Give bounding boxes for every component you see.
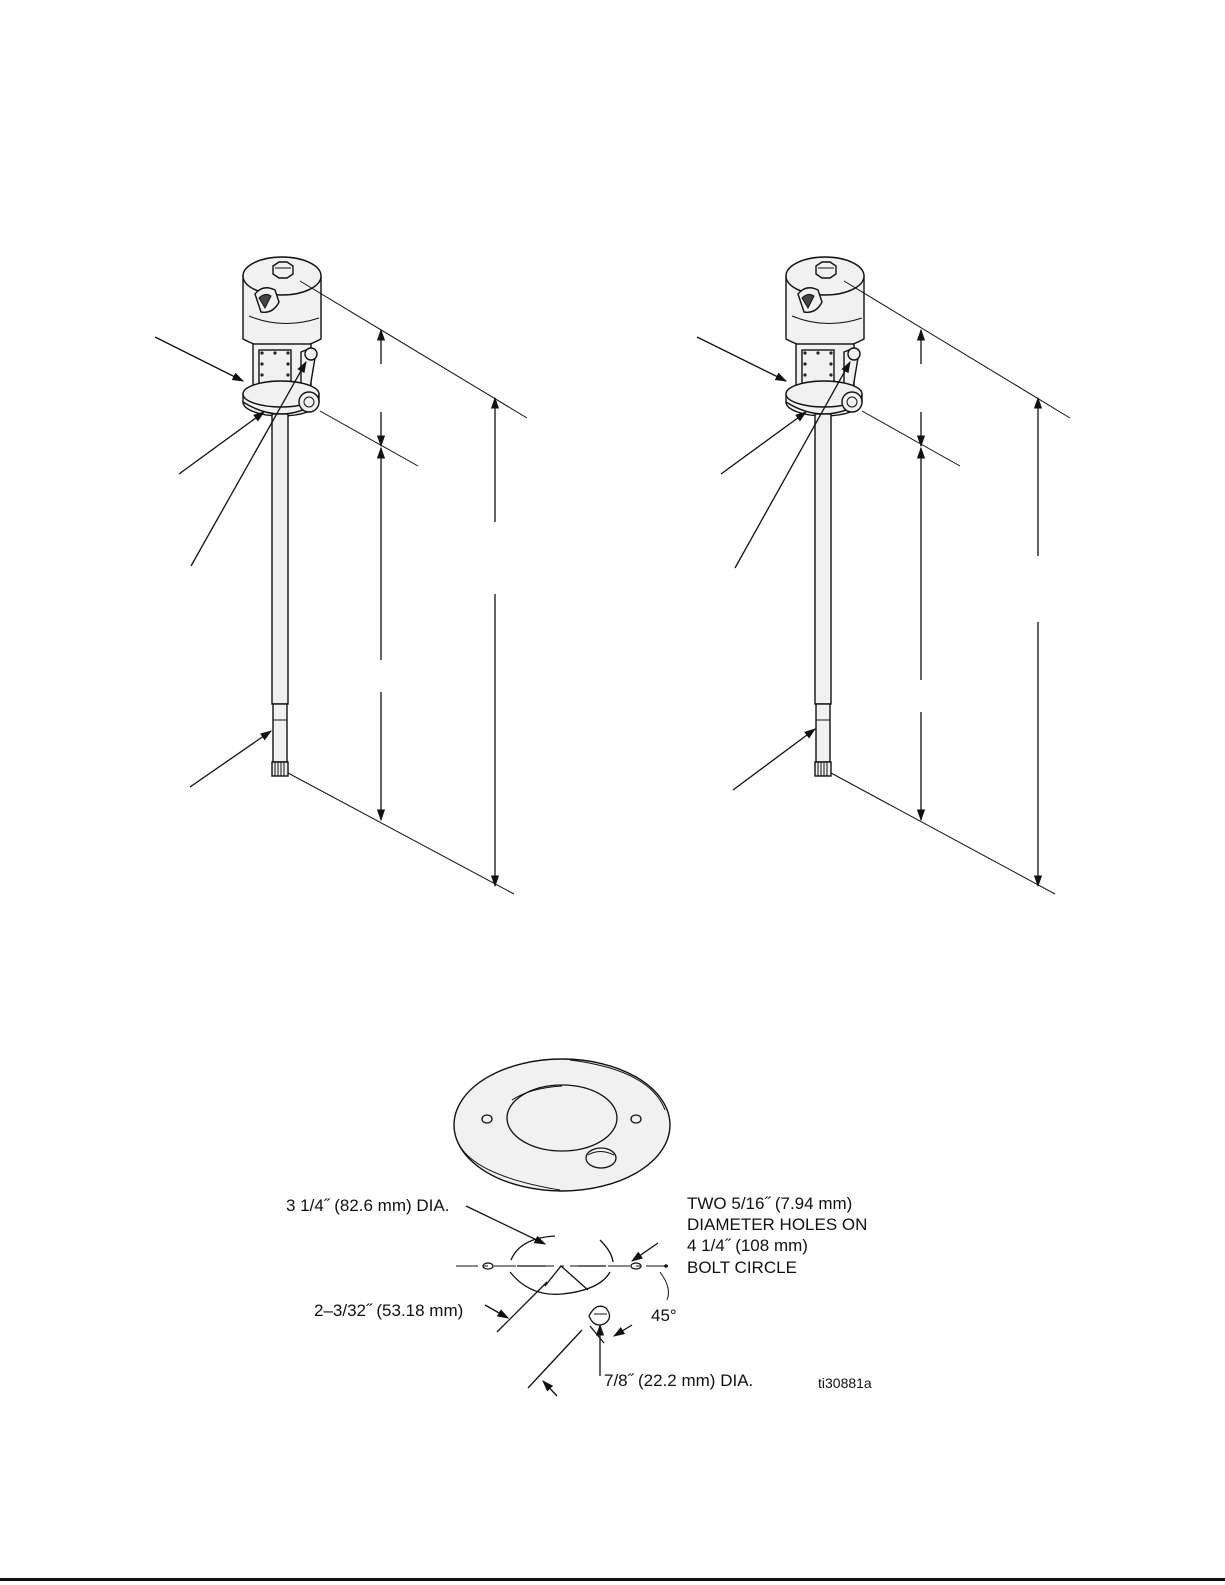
mounting-template <box>454 1059 670 1396</box>
pump-right <box>697 257 1070 894</box>
leader-arrow <box>543 1381 557 1396</box>
leader-arrow <box>632 1243 658 1261</box>
leader-arrow <box>614 1325 632 1336</box>
small-diameter-label: 7/8˝ (22.2 mm) DIA. <box>604 1371 754 1390</box>
leader-arrow <box>179 412 264 474</box>
leader-arrow <box>697 337 786 381</box>
template-outline <box>456 1206 668 1396</box>
holes-label-line2: DIAMETER HOLES ON <box>687 1215 868 1234</box>
holes-label-line3: 4 1/4˝ (108 mm) <box>687 1236 808 1255</box>
leader-arrow <box>733 729 815 790</box>
holes-label-line1: TWO 5/16˝ (7.94 mm) <box>687 1194 853 1213</box>
outer-diameter-label: 3 1/4˝ (82.6 mm) DIA. <box>286 1196 450 1215</box>
leader-arrow <box>466 1206 545 1244</box>
gasket-plate <box>454 1059 670 1191</box>
figure-id-label: ti30881a <box>818 1375 872 1391</box>
angle-label: 45° <box>651 1306 677 1325</box>
leader-arrow <box>485 1305 508 1318</box>
leader-arrow <box>190 731 271 787</box>
pump-left <box>155 257 527 894</box>
holes-label-line4: BOLT CIRCLE <box>687 1258 797 1277</box>
leader-arrow <box>155 337 243 381</box>
offset-label: 2–3/32˝ (53.18 mm) <box>314 1301 464 1320</box>
page-footer-rule <box>0 1578 1225 1581</box>
